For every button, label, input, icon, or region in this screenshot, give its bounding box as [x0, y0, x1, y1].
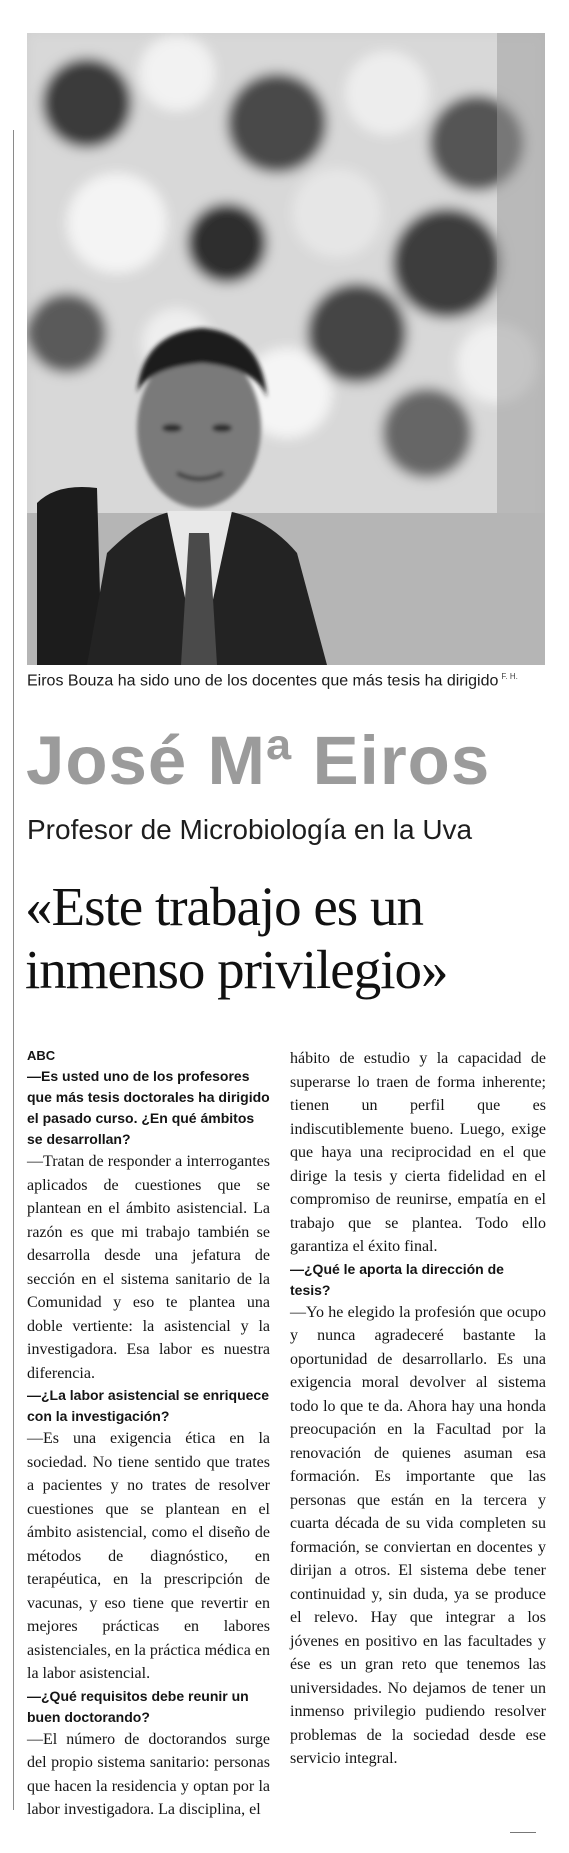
answer: —El número de doctorandos surge del propio sistema sanitario: personas que hacen la residencia y optan por la labor investigadora. La disciplina, el — [27, 1730, 270, 1818]
question: —¿Qué le aporta la dirección de tesis? — [290, 1260, 504, 1298]
question: —¿La labor asistencial se enriquece con la investigación? — [27, 1387, 269, 1424]
column-rule — [13, 130, 14, 1810]
answer: —Tratan de responder a interrogantes aplicados de cuestiones que se plantean en el ámbito asistencial. La razón es que mi trabajo también se desarrolla desde una jefatura de sección en el sistema sanitario de la Comunidad y eso te plantea una doble vertiente: la asistencial y la investigadora. Esa labor es nuestra diferencia. — [27, 1153, 270, 1382]
photo-credit: F. H. — [501, 672, 518, 681]
byline: ABC — [27, 1048, 56, 1063]
interviewee-role: Profesor de Microbiología en la Uva — [27, 814, 473, 845]
answer: hábito de estudio y la capacidad de superarse lo traen de forma inherente; tienen un perfil que es indiscutiblemente bueno. Luego, exige que haya una reciprocidad en el que dirige la tesis y cierta fidelidad en el compromiso de reunirse, empatía en el trabajo que se plantea. Todo ello garantiza el éxito final. — [290, 1050, 546, 1255]
article-column-left — [27, 1047, 270, 1822]
question: —Es usted uno de los profesores que más tesis doctorales ha dirigido el pasado curso. ¿En qué ámbitos se desarrollan? — [27, 1068, 270, 1147]
headline: «Este trabajo es un inmenso privilegio» — [25, 876, 448, 1000]
photo-caption — [27, 672, 545, 690]
answer: —Yo he elegido la profesión que ocupo y nunca agradeceré bastante la oportunidad de desarrollarlo. Es una exigencia moral devolver al sistema todo lo que te da. Ahora hay una honda preocupación en la Facultad por la renovación de quienes asuman esa formación. Es importante que las personas que están en la tercera y cuarta década de su vida completen su formación, se conviertan en docentes y dirijan a otros. El sistema debe tener continuidad y, sin duda, ya se produce el relevo. Hay que integrar a los jóvenes en positivo en las facultades y ése es un gran reto que tenemos las universidades. No dejamos de tener un inmenso privilegio pudiendo resolver problemas de la sociedad desde ese servicio integral. — [290, 1303, 546, 1767]
caption-text: Eiros Bouza ha sido uno de los docentes que más tesis ha dirigido — [27, 672, 499, 690]
article-column-right — [290, 1047, 546, 1771]
interviewee-name: José Mª Eiros — [26, 722, 491, 799]
page-mark — [510, 1832, 536, 1833]
portrait-photo — [27, 33, 545, 665]
answer: —Es una exigencia ética en la sociedad. No tiene sentido que trates a pacientes y no trates de resolver cuestiones que se plantean en el ámbito asistencial, como el diseño de métodos de diagnóstico, en terapéutica, en la prescripción de vacunas, y eso tiene que revertir en mejores prácticas en labores asistenciales, en la práctica médica en la labor asistencial. — [27, 1430, 270, 1682]
question: —¿Qué requisitos debe reunir un buen doctorando? — [27, 1687, 249, 1725]
